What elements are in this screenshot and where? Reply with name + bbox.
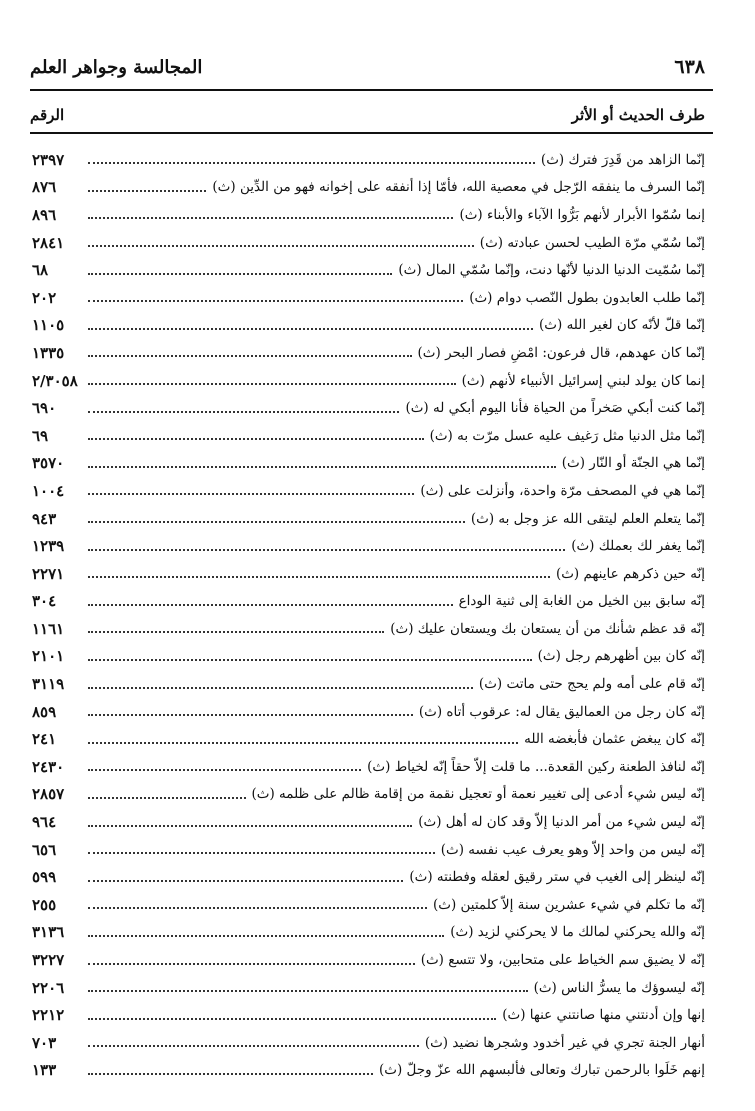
- text-column-header: طرف الحديث أو الأثر: [571, 106, 705, 124]
- index-entry: [32, 339, 705, 367]
- entry-number: ٢/٣٠٥٨: [32, 371, 78, 390]
- book-title: المجالسة وجواهر العلم: [30, 56, 203, 78]
- entry-text: إنّما سُمّي مرّة الطيب لحسن عبادته (ث): [479, 234, 705, 251]
- entry-text: إنّما سُمّيت الدنيا الدنيا لأنّها دنت، وإنّما سُمّي المال (ث): [398, 262, 705, 279]
- entry-number: ٣٠٤: [32, 592, 57, 611]
- column-headers: [30, 104, 705, 126]
- index-entry: [32, 201, 705, 229]
- dot-leader: [88, 410, 399, 413]
- dot-leader: [88, 934, 444, 937]
- dot-leader: [88, 658, 532, 661]
- dot-leader: [88, 1017, 496, 1020]
- dot-leader: [88, 520, 465, 523]
- entry-number: ٨٥٩: [32, 702, 57, 721]
- index-entry: [32, 643, 705, 671]
- dot-leader: [88, 630, 384, 633]
- dot-leader: [88, 879, 403, 882]
- column-header-divider: [30, 132, 713, 134]
- entry-text: إنّما قلّ لأنّه كان لغير الله (ث): [539, 317, 705, 334]
- index-entry: [32, 919, 705, 947]
- index-entry: [32, 836, 705, 864]
- index-entry: [32, 312, 705, 340]
- index-entry: [32, 946, 705, 974]
- entry-text: إنّه ليس من واحد إلاّ وهو يعرف عيب نفسه (ث): [440, 841, 705, 858]
- dot-leader: [88, 216, 453, 219]
- entry-text: إنّما طلب العابدون بطول النّصب دوام (ث): [469, 289, 705, 306]
- dot-leader: [88, 548, 565, 551]
- header-divider: [30, 89, 713, 91]
- dot-leader: [88, 465, 556, 468]
- index-entry: [32, 1029, 705, 1057]
- entry-number: ٦٥٦: [32, 840, 57, 859]
- index-entry: [32, 229, 705, 257]
- index-entry: [32, 670, 705, 698]
- dot-leader: [88, 768, 361, 771]
- dot-leader: [88, 824, 412, 827]
- index-entry: [32, 753, 705, 781]
- entry-number: ٥٩٩: [32, 868, 57, 887]
- entry-text: إنّما الزاهد من قَدِرَ فترك (ث): [540, 151, 705, 168]
- entry-number: ٢٤٣٠: [32, 757, 65, 776]
- dot-leader: [88, 354, 412, 357]
- dot-leader: [88, 161, 535, 164]
- entry-text: إنما كان يولد لبني إسرائيل الأنبياء لأنهم (ث): [461, 372, 705, 389]
- dot-leader: [88, 382, 456, 385]
- index-entry: [32, 588, 705, 616]
- entry-number: ٣٥٧٠: [32, 454, 65, 473]
- entry-text: إنّه ليس شيء من أمر الدنيا إلاّ وقد كان له أهل (ث): [418, 814, 705, 831]
- entry-number: ٣١٣٦: [32, 923, 65, 942]
- dot-leader: [88, 1072, 373, 1075]
- entry-text: إنّه لينظر إلى الغيب في ستر رقيق لعقله وفطنته (ث): [409, 869, 705, 886]
- index-entry: [32, 450, 705, 478]
- index-entries: [32, 146, 705, 1084]
- entry-text: إنهم خَلَوا بالرحمن تبارك وتعالى فألبسهم الله عزّ وجلّ (ث): [378, 1062, 705, 1079]
- entry-text: إنّه ليس شيء أدعى إلى تغيير نعمة أو تعجيل نقمة من إقامة ظالم على ظلمه (ث): [251, 786, 705, 803]
- dot-leader: [88, 299, 463, 302]
- index-entry: [32, 1057, 705, 1085]
- entry-text: إنما سُمّوا الأبرار لأنهم بَرُّوا الآباء والأبناء (ث): [459, 206, 705, 223]
- index-entry: [32, 256, 705, 284]
- entry-text: إنّه ما تكلم في شيء عشرين سنة إلاّ كلمتين (ث): [432, 896, 705, 913]
- entry-text: إنّما يتعلم العلم ليتقى الله عز وجل به (ث): [470, 510, 705, 527]
- running-head: [30, 52, 705, 82]
- index-entry: [32, 808, 705, 836]
- entry-text: إنّما يغفر لك بعملك (ث): [571, 538, 705, 555]
- page-number: ٦٣٨: [674, 56, 705, 78]
- entry-number: ٢٠٢: [32, 288, 57, 307]
- index-entry: [32, 505, 705, 533]
- entry-number: ٢٤١: [32, 730, 57, 749]
- index-entry: [32, 146, 705, 174]
- entry-number: ٧٠٣: [32, 1033, 57, 1052]
- index-entry: [32, 1001, 705, 1029]
- dot-leader: [88, 189, 206, 192]
- entry-number: ١١٦١: [32, 619, 65, 638]
- entry-text: إنّما كنت أبكي صَخراً من الحياة فأنا اليوم أبكي له (ث): [405, 400, 705, 417]
- entry-number: ١٣٣٥: [32, 343, 65, 362]
- dot-leader: [88, 851, 435, 854]
- entry-text: إنّه والله يحركني لمالك ما لا يحركني لزيد (ث): [450, 924, 705, 941]
- entry-number: ٦٨: [32, 261, 49, 280]
- entry-text: إنّه لا يضيق سم الخياط على متحابين، ولا تتسع (ث): [420, 952, 705, 969]
- index-entry: [32, 532, 705, 560]
- dot-leader: [88, 327, 533, 330]
- entry-number: ٨٩٦: [32, 205, 57, 224]
- dot-leader: [88, 575, 550, 578]
- entry-text: أنهار الجنة تجري في غير أخدود وشجرها نضيد (ث): [424, 1034, 705, 1051]
- entry-number: ١١٠٥: [32, 316, 65, 335]
- entry-text: إنّه قام على أمه ولم يحج حتى ماتت (ث): [478, 676, 705, 693]
- index-entry: [32, 394, 705, 422]
- entry-number: ٢٨٤١: [32, 233, 65, 252]
- dot-leader: [88, 492, 414, 495]
- number-column-header: الرقم: [30, 106, 65, 124]
- dot-leader: [88, 989, 528, 992]
- entry-number: ٢٢١٢: [32, 1006, 65, 1025]
- dot-leader: [88, 741, 518, 744]
- entry-text: إنّه لنافذ الطعنة ركين القعدة... ما قلت إلاّ حقاً إنّه لخياط (ث): [367, 758, 705, 775]
- entry-text: إنّه كان يبغض عثمان فأبغضه الله: [524, 731, 705, 748]
- entry-number: ٣١١٩: [32, 675, 65, 694]
- index-entry: [32, 698, 705, 726]
- dot-leader: [88, 796, 246, 799]
- dot-leader: [88, 906, 427, 909]
- dot-leader: [88, 713, 413, 716]
- entry-text: إنّه سابق بين الخيل من الغابة إلى ثنية الوداع: [458, 593, 705, 610]
- index-entry: [32, 974, 705, 1002]
- entry-text: إنّه حين ذكرهم عاينهم (ث): [555, 565, 705, 582]
- entry-number: ٣٢٢٧: [32, 951, 65, 970]
- index-entry: [32, 367, 705, 395]
- entry-number: ٢٢٧١: [32, 564, 65, 583]
- entry-number: ١٢٣٩: [32, 537, 65, 556]
- index-entry: [32, 422, 705, 450]
- entry-text: إنّما مثل الدنيا مثل رَغيف عليه عسل مرّت به (ث): [429, 427, 705, 444]
- entry-number: ٩٤٣: [32, 509, 57, 528]
- dot-leader: [88, 272, 392, 275]
- index-entry: [32, 891, 705, 919]
- index-entry: [32, 477, 705, 505]
- entry-text: إنّما كان عهدهم، قال فرعون: امْضِ فصار البحر (ث): [417, 344, 705, 361]
- dot-leader: [88, 686, 473, 689]
- entry-text: إنّه ليسوؤك ما يسرُّ الناس (ث): [533, 979, 705, 996]
- index-entry: [32, 615, 705, 643]
- entry-number: ٦٩٠: [32, 399, 57, 418]
- entry-number: ٩٦٤: [32, 813, 57, 832]
- index-entry: [32, 174, 705, 202]
- entry-number: ١٣٣: [32, 1061, 57, 1080]
- dot-leader: [88, 244, 474, 247]
- index-entry: [32, 781, 705, 809]
- entry-text: إنّما هي الجنّة أو النّار (ث): [561, 455, 705, 472]
- index-entry: [32, 560, 705, 588]
- entry-number: ٢٥٥: [32, 895, 57, 914]
- entry-text: إنّه قد عظم شأنك من أن يستعان بك ويستعان عليك (ث): [390, 620, 705, 637]
- entry-number: ٢٢٠٦: [32, 978, 65, 997]
- dot-leader: [88, 962, 415, 965]
- index-entry: [32, 863, 705, 891]
- entry-number: ٢٣٩٧: [32, 150, 65, 169]
- entry-text: إنّما هي في المصحف مرّة واحدة، وأنزلت على (ث): [420, 482, 705, 499]
- index-entry: [32, 725, 705, 753]
- entry-number: ١٠٠٤: [32, 481, 65, 500]
- index-entry: [32, 284, 705, 312]
- entry-number: ٢١٠١: [32, 647, 65, 666]
- dot-leader: [88, 603, 453, 606]
- entry-number: ٢٨٥٧: [32, 785, 65, 804]
- entry-number: ٨٧٦: [32, 178, 57, 197]
- entry-text: إنّما السرف ما ينفقه الرّجل في معصية الله، فأمّا إذا أنفقه على إخوانه فهو من الدِّين (ث): [212, 179, 705, 196]
- dot-leader: [88, 1044, 419, 1047]
- entry-number: ٦٩: [32, 426, 49, 445]
- entry-text: إنّه كان رجل من العماليق يقال له: عرقوب أتاه (ث): [418, 703, 705, 720]
- dot-leader: [88, 437, 424, 440]
- entry-text: إنها وإن أدنتني منها صانتني عنها (ث): [502, 1007, 705, 1024]
- entry-text: إنّه كان بين أظهرهم رجل (ث): [537, 648, 705, 665]
